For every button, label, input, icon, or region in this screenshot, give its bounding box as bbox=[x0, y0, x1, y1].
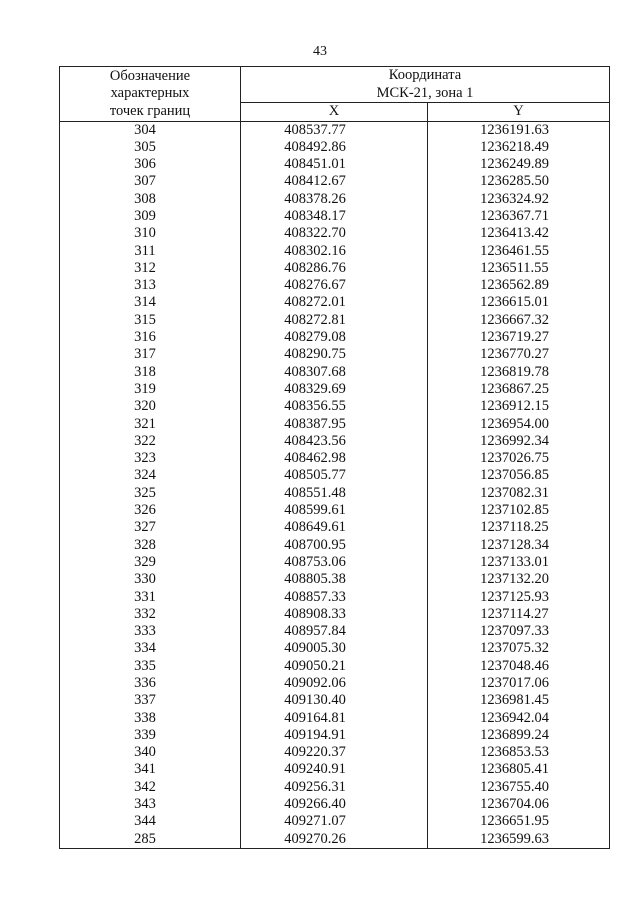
x-coordinate-cell: 409092.06 bbox=[241, 675, 428, 692]
x-coordinate-cell: 408322.70 bbox=[241, 225, 428, 242]
point-number-cell: 325 bbox=[60, 485, 241, 502]
point-number-cell: 305 bbox=[60, 139, 241, 156]
page-number: 43 bbox=[313, 44, 327, 59]
point-designation-header bbox=[60, 67, 241, 122]
point-header-line-1: Обозначение bbox=[109, 67, 191, 84]
point-number-cell: 307 bbox=[60, 173, 241, 190]
point-number-cell: 324 bbox=[60, 467, 241, 484]
y-coordinate-cell: 1236805.41 bbox=[428, 761, 610, 778]
x-coordinate-cell: 408307.68 bbox=[241, 364, 428, 381]
table-row bbox=[60, 225, 610, 242]
y-coordinate-cell: 1236667.32 bbox=[428, 312, 610, 329]
y-coordinate-cell: 1236992.34 bbox=[428, 433, 610, 450]
x-coordinate-cell: 408551.48 bbox=[241, 485, 428, 502]
y-coordinate-cell: 1237114.27 bbox=[428, 606, 610, 623]
point-number-cell: 312 bbox=[60, 260, 241, 277]
table-row bbox=[60, 779, 610, 796]
x-coordinate-cell: 408537.77 bbox=[241, 121, 428, 139]
table-row bbox=[60, 364, 610, 381]
point-number-cell: 323 bbox=[60, 450, 241, 467]
table-row bbox=[60, 467, 610, 484]
x-coordinate-cell: 408412.67 bbox=[241, 173, 428, 190]
point-number-cell: 326 bbox=[60, 502, 241, 519]
table-row bbox=[60, 796, 610, 813]
y-coordinate-cell: 1236218.49 bbox=[428, 139, 610, 156]
y-coordinate-cell: 1236285.50 bbox=[428, 173, 610, 190]
point-number-cell: 308 bbox=[60, 191, 241, 208]
x-coordinate-cell: 409240.91 bbox=[241, 761, 428, 778]
table-row bbox=[60, 589, 610, 606]
x-coordinate-cell: 408492.86 bbox=[241, 139, 428, 156]
table-row bbox=[60, 346, 610, 363]
point-number-cell: 332 bbox=[60, 606, 241, 623]
y-coordinate-cell: 1237097.33 bbox=[428, 623, 610, 640]
x-coordinate-cell: 408348.17 bbox=[241, 208, 428, 225]
point-number-cell: 327 bbox=[60, 519, 241, 536]
y-coordinate-cell: 1237048.46 bbox=[428, 658, 610, 675]
x-coordinate-cell: 408857.33 bbox=[241, 589, 428, 606]
point-number-cell: 334 bbox=[60, 640, 241, 657]
point-number-cell: 309 bbox=[60, 208, 241, 225]
x-coordinate-cell: 408753.06 bbox=[241, 554, 428, 571]
x-coordinate-cell: 408276.67 bbox=[241, 277, 428, 294]
y-coordinate-cell: 1237056.85 bbox=[428, 467, 610, 484]
x-coordinate-cell: 408649.61 bbox=[241, 519, 428, 536]
table-row bbox=[60, 191, 610, 208]
x-coordinate-cell: 409164.81 bbox=[241, 710, 428, 727]
x-coordinate-cell: 408286.76 bbox=[241, 260, 428, 277]
point-number-cell: 340 bbox=[60, 744, 241, 761]
table-row bbox=[60, 710, 610, 727]
table-row bbox=[60, 329, 610, 346]
point-number-cell: 330 bbox=[60, 571, 241, 588]
point-header-line-2: характерных bbox=[110, 85, 190, 101]
table-row bbox=[60, 485, 610, 502]
y-coordinate-cell: 1237017.06 bbox=[428, 675, 610, 692]
x-coordinate-cell: 408599.61 bbox=[241, 502, 428, 519]
x-coordinate-cell: 408290.75 bbox=[241, 346, 428, 363]
x-coordinate-cell: 409270.26 bbox=[241, 831, 428, 849]
table-row bbox=[60, 519, 610, 536]
x-coordinate-cell: 408387.95 bbox=[241, 416, 428, 433]
point-number-cell: 314 bbox=[60, 294, 241, 311]
table-row bbox=[60, 381, 610, 398]
y-coordinate-cell: 1236413.42 bbox=[428, 225, 610, 242]
point-number-cell: 311 bbox=[60, 243, 241, 260]
table-header bbox=[60, 67, 610, 122]
point-number-cell: 341 bbox=[60, 761, 241, 778]
x-coordinate-cell: 408805.38 bbox=[241, 571, 428, 588]
point-number-cell: 336 bbox=[60, 675, 241, 692]
y-coordinate-cell: 1237082.31 bbox=[428, 485, 610, 502]
table-row bbox=[60, 260, 610, 277]
x-coordinate-cell: 408451.01 bbox=[241, 156, 428, 173]
table-row bbox=[60, 502, 610, 519]
y-coordinate-cell: 1236819.78 bbox=[428, 364, 610, 381]
x-coordinate-cell: 408423.56 bbox=[241, 433, 428, 450]
y-coordinate-cell: 1237102.85 bbox=[428, 502, 610, 519]
point-number-cell: 304 bbox=[60, 121, 241, 139]
y-coordinate-cell: 1236719.27 bbox=[428, 329, 610, 346]
table-row bbox=[60, 813, 610, 830]
x-coordinate-cell: 408272.81 bbox=[241, 312, 428, 329]
x-coordinate-cell: 408279.08 bbox=[241, 329, 428, 346]
x-coordinate-cell: 408700.95 bbox=[241, 537, 428, 554]
y-coordinate-cell: 1237128.34 bbox=[428, 537, 610, 554]
y-column-header: Y bbox=[428, 103, 610, 122]
table-row bbox=[60, 416, 610, 433]
point-number-cell: 344 bbox=[60, 813, 241, 830]
point-number-cell: 339 bbox=[60, 727, 241, 744]
y-coordinate-cell: 1237026.75 bbox=[428, 450, 610, 467]
x-coordinate-cell: 408356.55 bbox=[241, 398, 428, 415]
x-coordinate-cell: 409266.40 bbox=[241, 796, 428, 813]
y-coordinate-cell: 1237125.93 bbox=[428, 589, 610, 606]
y-coordinate-cell: 1236191.63 bbox=[428, 121, 610, 139]
coordinate-header-line-1: Координата bbox=[388, 67, 462, 83]
point-number-cell: 306 bbox=[60, 156, 241, 173]
table-row bbox=[60, 208, 610, 225]
point-number-cell: 328 bbox=[60, 537, 241, 554]
x-coordinate-cell: 408378.26 bbox=[241, 191, 428, 208]
y-coordinate-cell: 1236461.55 bbox=[428, 243, 610, 260]
point-number-cell: 337 bbox=[60, 692, 241, 709]
y-coordinate-cell: 1236755.40 bbox=[428, 779, 610, 796]
point-header-line-3: точек границ bbox=[109, 102, 191, 119]
y-coordinate-cell: 1236981.45 bbox=[428, 692, 610, 709]
table-row bbox=[60, 243, 610, 260]
point-number-cell: 342 bbox=[60, 779, 241, 796]
table-row bbox=[60, 658, 610, 675]
x-coordinate-cell: 408272.01 bbox=[241, 294, 428, 311]
y-coordinate-cell: 1236770.27 bbox=[428, 346, 610, 363]
y-coordinate-cell: 1237075.32 bbox=[428, 640, 610, 657]
table-row bbox=[60, 744, 610, 761]
point-number-cell: 338 bbox=[60, 710, 241, 727]
point-number-cell: 318 bbox=[60, 364, 241, 381]
point-number-cell: 343 bbox=[60, 796, 241, 813]
table-row bbox=[60, 139, 610, 156]
table-row bbox=[60, 121, 610, 139]
x-coordinate-cell: 408908.33 bbox=[241, 606, 428, 623]
y-coordinate-cell: 1236912.15 bbox=[428, 398, 610, 415]
table-row bbox=[60, 156, 610, 173]
coordinate-header-line-2: МСК-21, зона 1 bbox=[376, 84, 474, 101]
table-row bbox=[60, 537, 610, 554]
x-coordinate-cell: 408957.84 bbox=[241, 623, 428, 640]
table-row bbox=[60, 623, 610, 640]
point-number-cell: 317 bbox=[60, 346, 241, 363]
coordinate-header bbox=[241, 67, 610, 103]
x-coordinate-cell: 408329.69 bbox=[241, 381, 428, 398]
y-coordinate-cell: 1237118.25 bbox=[428, 519, 610, 536]
table-row bbox=[60, 554, 610, 571]
table-row bbox=[60, 571, 610, 588]
table-row bbox=[60, 450, 610, 467]
y-coordinate-cell: 1236704.06 bbox=[428, 796, 610, 813]
x-coordinate-cell: 408302.16 bbox=[241, 243, 428, 260]
table-row bbox=[60, 312, 610, 329]
point-number-cell: 316 bbox=[60, 329, 241, 346]
y-coordinate-cell: 1236651.95 bbox=[428, 813, 610, 830]
y-coordinate-cell: 1236899.24 bbox=[428, 727, 610, 744]
x-coordinate-cell: 409005.30 bbox=[241, 640, 428, 657]
x-coordinate-cell: 408462.98 bbox=[241, 450, 428, 467]
x-coordinate-cell: 409050.21 bbox=[241, 658, 428, 675]
x-coordinate-cell: 409220.37 bbox=[241, 744, 428, 761]
y-coordinate-cell: 1236562.89 bbox=[428, 277, 610, 294]
y-coordinate-cell: 1236599.63 bbox=[428, 831, 610, 849]
point-number-cell: 321 bbox=[60, 416, 241, 433]
table-row bbox=[60, 433, 610, 450]
y-coordinate-cell: 1236249.89 bbox=[428, 156, 610, 173]
x-coordinate-cell: 409271.07 bbox=[241, 813, 428, 830]
table-row bbox=[60, 761, 610, 778]
point-number-cell: 313 bbox=[60, 277, 241, 294]
point-number-cell: 310 bbox=[60, 225, 241, 242]
point-number-cell: 315 bbox=[60, 312, 241, 329]
table-row bbox=[60, 675, 610, 692]
y-coordinate-cell: 1236954.00 bbox=[428, 416, 610, 433]
table-row bbox=[60, 640, 610, 657]
table-row bbox=[60, 606, 610, 623]
x-coordinate-cell: 409194.91 bbox=[241, 727, 428, 744]
x-column-header: X bbox=[241, 103, 428, 122]
table-row bbox=[60, 277, 610, 294]
y-coordinate-cell: 1237132.20 bbox=[428, 571, 610, 588]
point-number-cell: 320 bbox=[60, 398, 241, 415]
y-coordinate-cell: 1236615.01 bbox=[428, 294, 610, 311]
coordinates-table bbox=[59, 66, 610, 849]
x-coordinate-cell: 409130.40 bbox=[241, 692, 428, 709]
table-row bbox=[60, 692, 610, 709]
table-row bbox=[60, 831, 610, 849]
y-coordinate-cell: 1236867.25 bbox=[428, 381, 610, 398]
y-coordinate-cell: 1236367.71 bbox=[428, 208, 610, 225]
point-number-cell: 319 bbox=[60, 381, 241, 398]
x-coordinate-cell: 408505.77 bbox=[241, 467, 428, 484]
point-number-cell: 322 bbox=[60, 433, 241, 450]
x-coordinate-cell: 409256.31 bbox=[241, 779, 428, 796]
y-coordinate-cell: 1236853.53 bbox=[428, 744, 610, 761]
y-coordinate-cell: 1236942.04 bbox=[428, 710, 610, 727]
point-number-cell: 329 bbox=[60, 554, 241, 571]
table-row bbox=[60, 727, 610, 744]
point-number-cell: 335 bbox=[60, 658, 241, 675]
point-number-cell: 331 bbox=[60, 589, 241, 606]
point-number-cell: 285 bbox=[60, 831, 241, 849]
table-row bbox=[60, 398, 610, 415]
table-body bbox=[60, 121, 610, 848]
y-coordinate-cell: 1236511.55 bbox=[428, 260, 610, 277]
y-coordinate-cell: 1236324.92 bbox=[428, 191, 610, 208]
table-row bbox=[60, 173, 610, 190]
table-row bbox=[60, 294, 610, 311]
point-number-cell: 333 bbox=[60, 623, 241, 640]
y-coordinate-cell: 1237133.01 bbox=[428, 554, 610, 571]
